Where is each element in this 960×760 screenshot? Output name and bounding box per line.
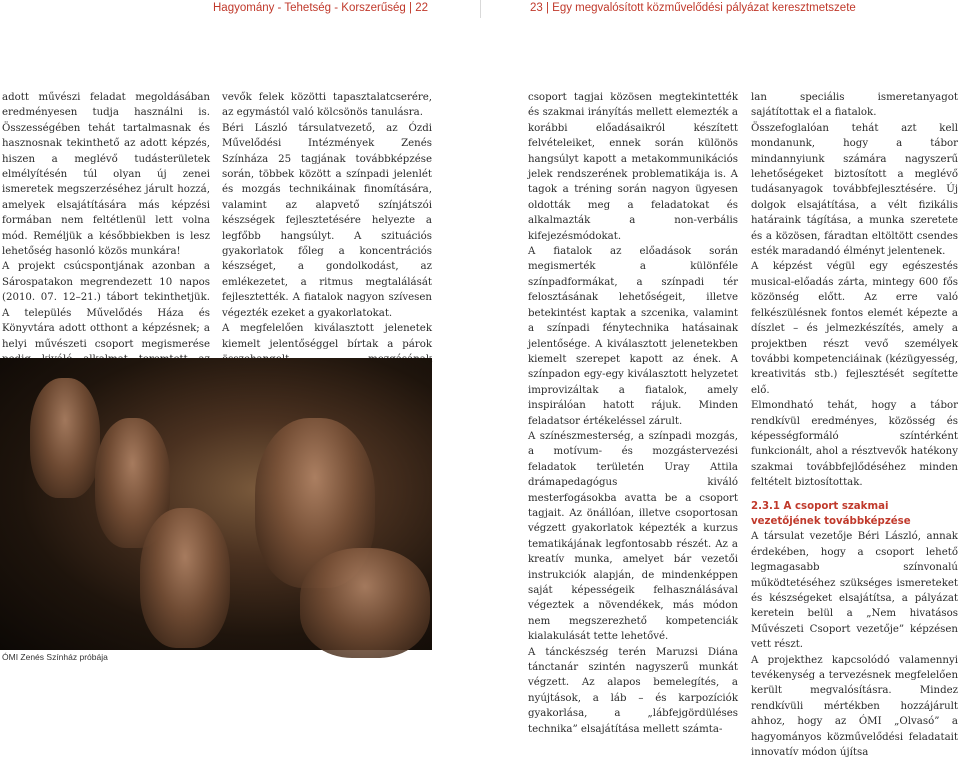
- spine-divider: [480, 0, 481, 18]
- paragraph: A színészmesterség, a színpadi mozgás, a motívum- és mozgástervezési feladatok területén Uray Attila drámapedagógus kiváló mesterfogásokba avatta be a csoport tagjait. Az önállóan, illetve csoportosan végzett gyakorlatok képezték a kurzus tematikájának legfontosabb részét. Az a kreatív munka, amelyet bár vezetői instrukciók alapján, de mindenképpen saját képességeik felhasználásával végeztek a növendékek, más módon nem megszerezhető kompetenciák kialakulását tette lehetővé.: [528, 430, 738, 643]
- paragraph: A társulat vezetője Béri László, annak érdekében, hogy a csoport lehető legmagasabb színvonalú működtetéséhez szükséges ismereteket és készségeket elsajátítsa, a pályázat keretein belül a „Nem hivatásos Művészeti Csoport vezetője” képzésen vett részt.: [751, 531, 958, 651]
- page-header: [0, 0, 960, 18]
- paragraph: Összefoglalóan tehát azt kell mondanunk, hogy a tábor mindannyiunk számára nagyszerű lehetőségeket biztosított a meglévő tudásanyagok továbbfejlesztésére. Új dolgok elsajátítása, a vélt fizikális határaink tágítása, a munka szeretete és a közösen, fáradtan eltöltött csendes esték maradandó élményt jelentenek.: [751, 122, 958, 258]
- left-page-running-head: Hagyomány - Tehetség - Korszerűség | 22: [213, 2, 428, 14]
- paragraph: A megfelelően kiválasztott jelenetek kiemelt jelentőséggel bírtak a párok: [222, 323, 432, 350]
- paragraph: Béri László társulatvezető, az Ózdi Művelődési Intézmények Zenés Színháza 25 tagjának továbbképzése során, többek között a színpadi jelenlét és mozgás technikáinak finomítására, valamint az alapvető színjátszói készségek fejlesztetésére helyezte a legfőbb hangsúlyt. A szituációs gyakorlatok főleg a koncentrációs készséget, a gondolkodást, az emlékezetet, a ritmus megtalálását fejlesztették. A fiatalok nagyon szívesen végezték ezeket a gyakorlatokat.: [222, 122, 432, 319]
- photo-caption: ÓMI Zenés Színház próbája: [2, 652, 108, 662]
- right-page-running-head: 23 | Egy megvalósított közművelődési pályázat keresztmetszete: [530, 2, 856, 14]
- performer-figure: [300, 548, 430, 658]
- paragraph: lan speciális ismeretanyagot sajátítottak el a fiatalok.: [751, 92, 958, 119]
- left-page-column-1: [2, 90, 210, 383]
- paragraph: Elmondható tehát, hogy a tábor rendkívül eredményes, közösség és képességformáló színtérként funkcionált, ahol a résztvevők hatékony szakmai továbbfejlődéséhez minden feltételt biztosítottak.: [751, 400, 958, 489]
- paragraph: vevők felek közötti tapasztalatcserére, az egymástól való kölcsönös tanulásra.: [222, 92, 432, 119]
- performer-figure: [140, 508, 230, 648]
- section-heading: 2.3.1 A csoport szakmai vezetőjének továbbképzése: [751, 500, 911, 527]
- paragraph: csoport tagjai közösen megtekintették és szakmai irányítás mellett elemezték a korábbi előadásaikról készített felvételeiket, ennek során különös hangsúlyt kapott a metakommunikációs jelek rendszerének problematikája is. A tagok a tréning során nagyon ügyesen oldották meg a feladatokat és alkalmazták a non-verbális kifejezésmódokat.: [528, 92, 738, 242]
- right-page-column-2: [751, 90, 958, 759]
- left-page-column-2: [222, 90, 432, 383]
- paragraph: A projekt csúcspontjának azonban a Sárospatakon megrendezett 10 napos (2010. 07. 12–21.) tábort tekinthetjük. A település Művelődés Háza és Könyvtára adott otthont a képzésnek; a helyi művészeti csoport megismerése: [2, 261, 210, 350]
- rehearsal-photo: [0, 358, 432, 650]
- performer-figure: [30, 378, 100, 498]
- paragraph: A projekthez kapcsolódó valamennyi tevékenység a tervezésnek megfelelően került megvalósításra. Mindez rendkívüli mértékben hozzájárult ahhoz, hogy az ÓMI „Olvasó” a hagyományos közművelődési feladatait innovatív módon újítsa: [751, 654, 958, 759]
- paragraph: adott művészi feladat megoldásában eredményesen tudja használni is. Összességében tehát tartalmasnak és hasznosnak tekinthető az adott képzés, hiszen a meglévő tudásterületek elmélyítésén túl olyan új zenei ismeretek megszerzéséhez járult hozzá, amelyek elsajátítására más képzési formában nem feltétlenül lett volna mód. Reméljük a későbbiekben is lesz lehetőség hasonló közös munkára!: [2, 92, 210, 258]
- paragraph: A tánckészség terén Maruzsi Diána tánctanár szintén nagyszerű munkát végzett. Az alapos bemelegítés, a nyújtások, a láb – és karpozíciók gyakorlása, a „lábfejgördüléses technika” elsajátítása mellett számta-: [528, 646, 738, 735]
- paragraph: A képzést végül egy egészestés musical-előadás zárta, mintegy 600 fős közönség előtt. Az erre való felkészülésnek fontos elemét képezte a díszlet – és jelmezkészítés, amely a projektben részt vevő személyek további kompetenciáinak (kézügyesség, kreativitás stb.) fejlesztését segítette elő.: [751, 261, 958, 396]
- paragraph: A fiatalok az előadások során megismerték a különféle színpadformákat, a színpadi tér felosztásának lehetőségeit, illetve betekintést kaptak a szcenika, valamint a színpadi fénytechnika hatásainak jelentősége. A kiválasztott jelenetekben kiemelt szerepet kapott az ének. A színpadon egy-egy kiválasztott helyzetet improvizáltak a fiatalok, amely inspirálóan hatott rájuk. Minden feladatsor értékeléssel zárult.: [528, 246, 738, 427]
- right-page-column-1: [528, 90, 738, 735]
